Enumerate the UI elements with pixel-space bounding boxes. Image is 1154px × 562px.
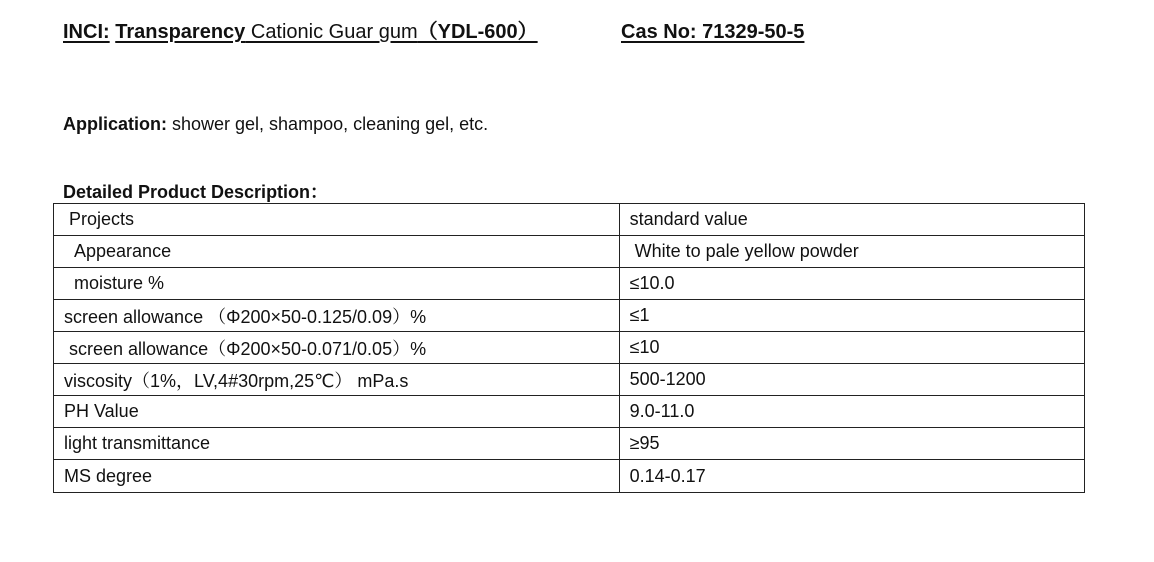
header-standard-value: standard value <box>619 204 1084 236</box>
table-row <box>54 268 1085 300</box>
table-row <box>54 332 1085 364</box>
model-number: （YDL-600） <box>417 21 538 43</box>
row-project: screen allowance（Φ200×50-0.071/0.05）% <box>54 332 620 364</box>
spec-table <box>53 203 1085 493</box>
application-text: shower gel, shampoo, cleaning gel, etc. <box>167 114 489 134</box>
table-row <box>54 236 1085 268</box>
table-row <box>54 300 1085 332</box>
row-value: ≥95 <box>619 428 1084 460</box>
product-name <box>115 21 417 43</box>
row-project: PH Value <box>54 396 620 428</box>
application-label: Application: <box>63 114 167 134</box>
cas-number: Cas No: 71329-50-5 <box>621 21 805 43</box>
table-row <box>54 396 1085 428</box>
row-value: 9.0-11.0 <box>619 396 1084 428</box>
product-word: Transparency <box>115 21 246 43</box>
row-value: ≤1 <box>619 300 1084 332</box>
table-header-row <box>54 204 1085 236</box>
application-line <box>63 114 488 135</box>
row-value: ≤10 <box>619 332 1084 364</box>
product-name-rest: Cationic Guar gum <box>245 21 418 43</box>
row-project: screen allowance （Φ200×50-0.125/0.09）% <box>54 300 620 332</box>
inci-label: INCI: <box>63 21 110 43</box>
row-value: ≤10.0 <box>619 268 1084 300</box>
document-title <box>63 18 805 46</box>
description-heading: Detailed Product Description： <box>63 182 329 202</box>
row-value: White to pale yellow powder <box>619 236 1084 268</box>
table-row <box>54 364 1085 396</box>
row-project: moisture % <box>54 268 620 300</box>
row-project: Appearance <box>54 236 620 268</box>
table-row <box>54 428 1085 460</box>
table-row <box>54 460 1085 493</box>
row-value: 0.14-0.17 <box>619 460 1084 493</box>
header-projects: Projects <box>54 204 620 236</box>
row-project: MS degree <box>54 460 620 493</box>
row-value: 500-1200 <box>619 364 1084 396</box>
row-project: light transmittance <box>54 428 620 460</box>
row-project: viscosity（1%，LV,4#30rpm,25℃） mPa.s <box>54 364 620 396</box>
